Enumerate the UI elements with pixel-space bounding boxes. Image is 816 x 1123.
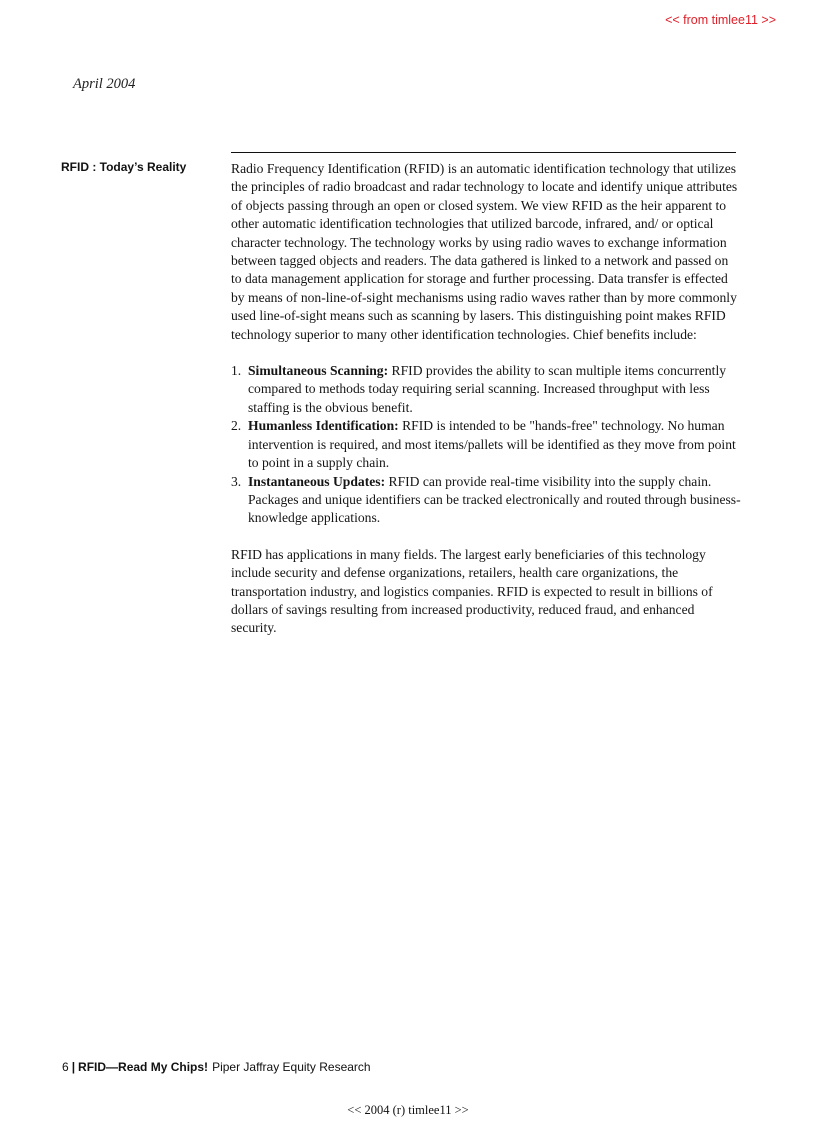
benefit-description: RFID is intended to be "hands-free" technology. No human intervention is required, and most items/pallets will be identified as they move from point to point in a supply chain. <box>248 418 736 471</box>
list-item <box>231 473 741 528</box>
report-date: April 2004 <box>73 76 136 92</box>
list-item-number: 1. <box>231 363 242 379</box>
benefit-description: RFID can provide real-time visibility into the supply chain. Packages and unique identifiers can be tracked electronically and routed through business-knowledge applications. <box>248 473 741 526</box>
publisher-name: Piper Jaffray Equity Research <box>212 1060 371 1074</box>
benefits-list <box>231 362 741 528</box>
section-heading: RFID : Today’s Reality <box>61 160 187 174</box>
top-watermark: << from timlee11 >> <box>665 13 776 27</box>
section-body <box>231 160 741 638</box>
benefit-term: Simultaneous Scanning: <box>248 363 389 379</box>
page-number: 6 <box>62 1060 69 1074</box>
publication-title: RFID—Read My Chips! <box>78 1060 209 1074</box>
benefit-term: Humanless Identification: <box>248 418 399 434</box>
intro-paragraph: Radio Frequency Identification (RFID) is an automatic identification technology that utilizes the principles of radio broadcast and radar technology to locate and identify unique attributes of objects passing through an open or closed system. We view RFID as the heir apparent to other automatic identification technologies that utilized barcode, infrared, and/ or optical character technology. The technology works by using radio waves to exchange information between tagged objects and readers. The data gathered is linked to a network and passed on to data management application for storage and further processing. Data transfer is effected by means of non-line-of-sight mechanisms using radio waves rather than by more commonly used line-of-sight means such as scanning by lasers. This distinguishing point makes RFID technology superior to many other identification technologies. Chief benefits include: <box>231 161 738 342</box>
closing-paragraph: RFID has applications in many fields. The largest early beneficiaries of this technology include security and defense organizations, retailers, health care organizations, the transportation industry, and logistics companies. RFID is expected to result in billions of dollars of savings resulting from increased productivity, reduced fraud, and enhanced security. <box>231 546 713 636</box>
benefit-term: Instantaneous Updates: <box>248 473 386 489</box>
page-footer <box>62 1060 371 1074</box>
list-item-number: 2. <box>231 418 242 434</box>
section-divider <box>231 152 736 153</box>
list-item <box>231 362 741 417</box>
list-item-number: 3. <box>231 473 242 489</box>
footer-separator: | <box>71 1060 76 1074</box>
benefit-description: RFID provides the ability to scan multiple items concurrently compared to methods today requiring serial scanning. Increased throughput with less staffing is the obvious benefit. <box>248 363 727 415</box>
list-item <box>231 417 741 472</box>
bottom-watermark: << 2004 (r) timlee11 >> <box>347 1103 469 1117</box>
